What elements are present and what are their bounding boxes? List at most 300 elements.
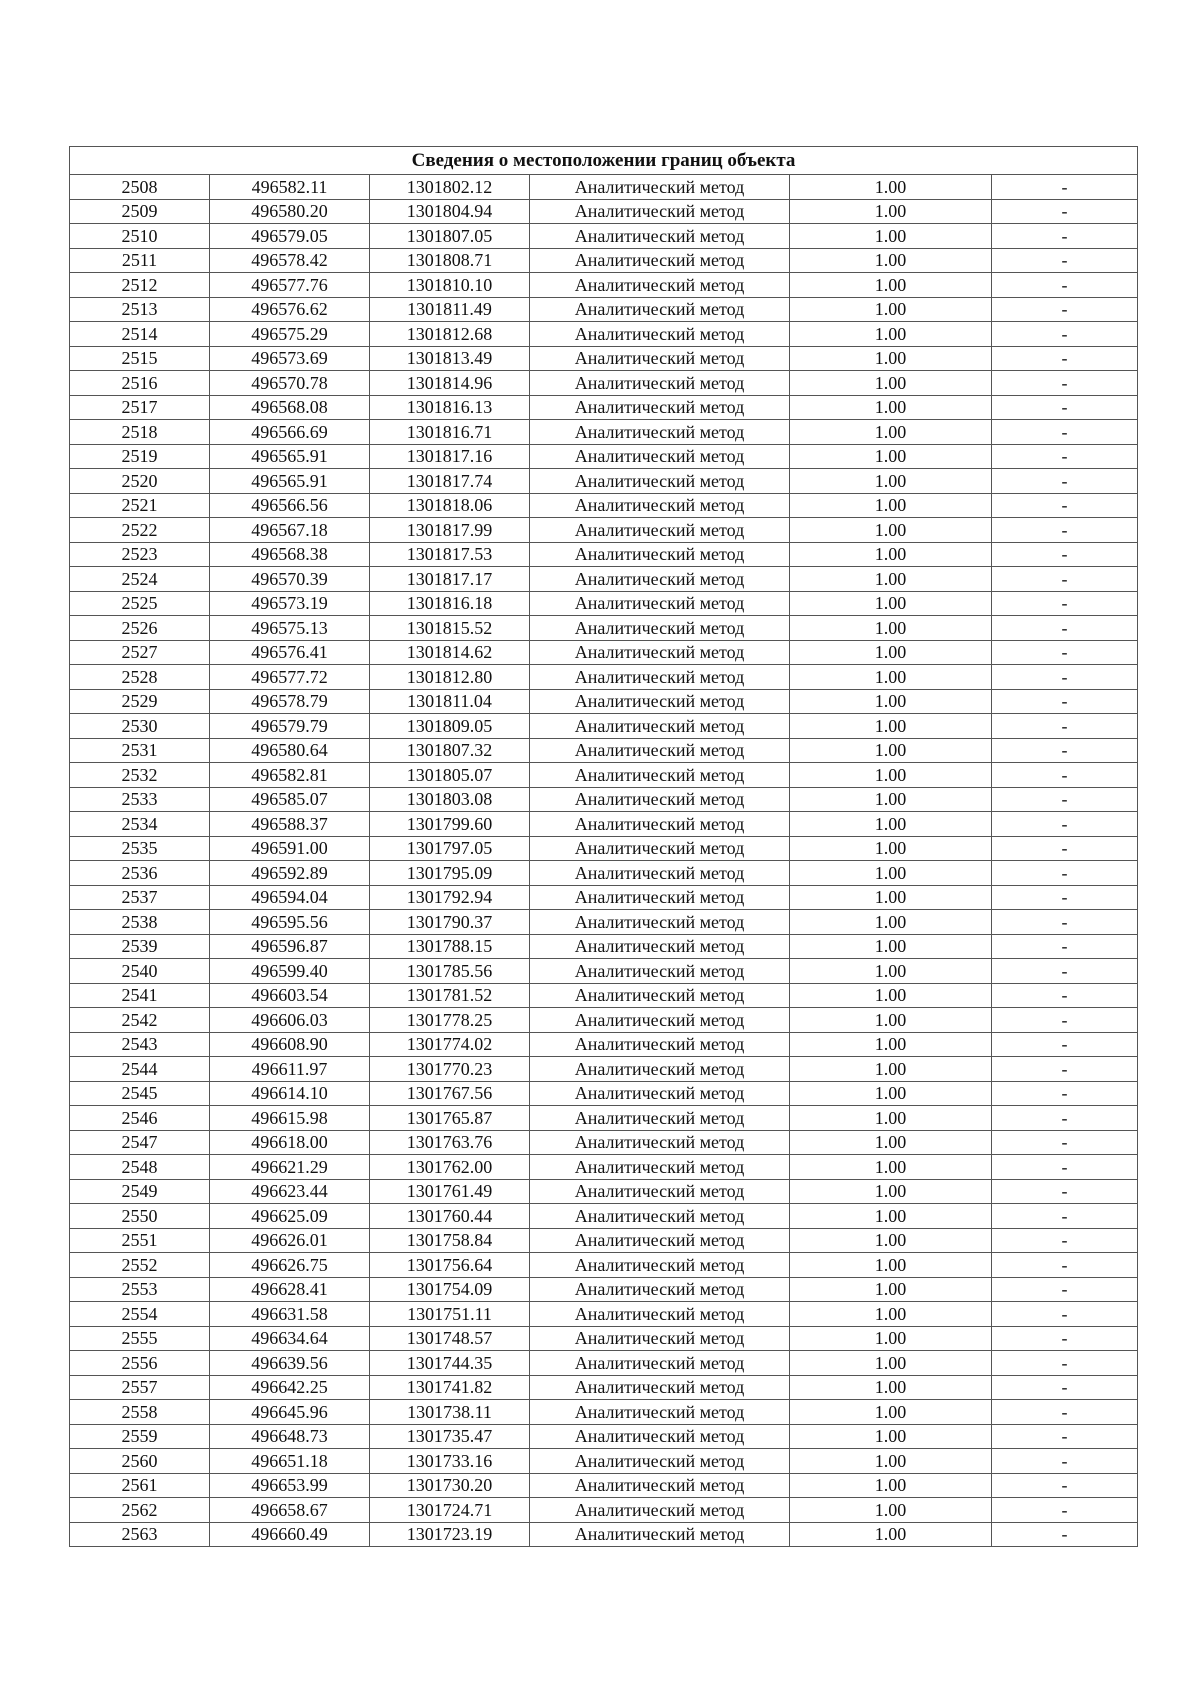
- description-cell: -: [992, 1032, 1138, 1057]
- table-row: [70, 665, 1138, 690]
- description-cell: -: [992, 1253, 1138, 1278]
- point-number-cell: 2563: [70, 1522, 210, 1547]
- description-cell: -: [992, 1302, 1138, 1327]
- table-row: [70, 763, 1138, 788]
- coordinate-y-cell: 1301816.18: [370, 591, 530, 616]
- table-row: [70, 787, 1138, 812]
- accuracy-cell: 1.00: [790, 567, 992, 592]
- method-cell: Аналитический метод: [530, 199, 790, 224]
- accuracy-cell: 1.00: [790, 493, 992, 518]
- accuracy-cell: 1.00: [790, 469, 992, 494]
- point-number-cell: 2543: [70, 1032, 210, 1057]
- coordinate-x-cell: 496645.96: [210, 1400, 370, 1425]
- coordinate-x-cell: 496651.18: [210, 1449, 370, 1474]
- accuracy-cell: 1.00: [790, 836, 992, 861]
- method-cell: Аналитический метод: [530, 1498, 790, 1523]
- accuracy-cell: 1.00: [790, 1522, 992, 1547]
- accuracy-cell: 1.00: [790, 640, 992, 665]
- coordinate-x-cell: 496568.38: [210, 542, 370, 567]
- accuracy-cell: 1.00: [790, 1057, 992, 1082]
- coordinate-y-cell: 1301817.16: [370, 444, 530, 469]
- description-cell: -: [992, 1498, 1138, 1523]
- coordinate-y-cell: 1301804.94: [370, 199, 530, 224]
- description-cell: -: [992, 248, 1138, 273]
- coordinate-x-cell: 496591.00: [210, 836, 370, 861]
- point-number-cell: 2533: [70, 787, 210, 812]
- table-row: [70, 1032, 1138, 1057]
- method-cell: Аналитический метод: [530, 934, 790, 959]
- method-cell: Аналитический метод: [530, 1106, 790, 1131]
- description-cell: -: [992, 542, 1138, 567]
- table-row: [70, 1424, 1138, 1449]
- point-number-cell: 2562: [70, 1498, 210, 1523]
- method-cell: Аналитический метод: [530, 175, 790, 200]
- method-cell: Аналитический метод: [530, 1375, 790, 1400]
- method-cell: Аналитический метод: [530, 910, 790, 935]
- coordinate-y-cell: 1301812.80: [370, 665, 530, 690]
- accuracy-cell: 1.00: [790, 371, 992, 396]
- point-number-cell: 2548: [70, 1155, 210, 1180]
- accuracy-cell: 1.00: [790, 1204, 992, 1229]
- method-cell: Аналитический метод: [530, 836, 790, 861]
- coordinate-x-cell: 496566.69: [210, 420, 370, 445]
- table-body: [70, 175, 1138, 1547]
- description-cell: -: [992, 469, 1138, 494]
- point-number-cell: 2529: [70, 689, 210, 714]
- table-row: [70, 1375, 1138, 1400]
- method-cell: Аналитический метод: [530, 714, 790, 739]
- point-number-cell: 2559: [70, 1424, 210, 1449]
- method-cell: Аналитический метод: [530, 616, 790, 641]
- coordinate-y-cell: 1301756.64: [370, 1253, 530, 1278]
- description-cell: -: [992, 1351, 1138, 1376]
- coordinate-x-cell: 496566.56: [210, 493, 370, 518]
- coordinate-y-cell: 1301818.06: [370, 493, 530, 518]
- coordinate-y-cell: 1301802.12: [370, 175, 530, 200]
- coordinate-x-cell: 496660.49: [210, 1522, 370, 1547]
- table-title: Сведения о местоположении границ объекта: [70, 147, 1138, 175]
- point-number-cell: 2523: [70, 542, 210, 567]
- table-row: [70, 444, 1138, 469]
- table-row: [70, 469, 1138, 494]
- table-row: [70, 175, 1138, 200]
- table-row: [70, 1400, 1138, 1425]
- coordinate-y-cell: 1301765.87: [370, 1106, 530, 1131]
- method-cell: Аналитический метод: [530, 812, 790, 837]
- description-cell: -: [992, 567, 1138, 592]
- coordinate-x-cell: 496623.44: [210, 1179, 370, 1204]
- description-cell: -: [992, 1155, 1138, 1180]
- point-number-cell: 2549: [70, 1179, 210, 1204]
- table-row: [70, 910, 1138, 935]
- coordinate-x-cell: 496575.29: [210, 322, 370, 347]
- description-cell: -: [992, 371, 1138, 396]
- description-cell: -: [992, 1204, 1138, 1229]
- accuracy-cell: 1.00: [790, 1375, 992, 1400]
- table-row: [70, 738, 1138, 763]
- coordinate-y-cell: 1301763.76: [370, 1130, 530, 1155]
- accuracy-cell: 1.00: [790, 542, 992, 567]
- table-row: [70, 297, 1138, 322]
- description-cell: -: [992, 224, 1138, 249]
- point-number-cell: 2550: [70, 1204, 210, 1229]
- accuracy-cell: 1.00: [790, 616, 992, 641]
- coordinate-y-cell: 1301730.20: [370, 1473, 530, 1498]
- accuracy-cell: 1.00: [790, 1449, 992, 1474]
- coordinate-y-cell: 1301770.23: [370, 1057, 530, 1082]
- table-row: [70, 689, 1138, 714]
- description-cell: -: [992, 1130, 1138, 1155]
- coordinate-x-cell: 496634.64: [210, 1326, 370, 1351]
- method-cell: Аналитический метод: [530, 1424, 790, 1449]
- point-number-cell: 2547: [70, 1130, 210, 1155]
- coordinate-x-cell: 496582.11: [210, 175, 370, 200]
- coordinate-y-cell: 1301751.11: [370, 1302, 530, 1327]
- coordinate-x-cell: 496577.72: [210, 665, 370, 690]
- point-number-cell: 2526: [70, 616, 210, 641]
- coordinate-x-cell: 496573.69: [210, 346, 370, 371]
- table-row: [70, 1106, 1138, 1131]
- method-cell: Аналитический метод: [530, 1253, 790, 1278]
- method-cell: Аналитический метод: [530, 444, 790, 469]
- point-number-cell: 2540: [70, 959, 210, 984]
- accuracy-cell: 1.00: [790, 861, 992, 886]
- table-row: [70, 1277, 1138, 1302]
- point-number-cell: 2521: [70, 493, 210, 518]
- coordinate-x-cell: 496595.56: [210, 910, 370, 935]
- coordinate-x-cell: 496575.13: [210, 616, 370, 641]
- table-row: [70, 224, 1138, 249]
- accuracy-cell: 1.00: [790, 1498, 992, 1523]
- point-number-cell: 2511: [70, 248, 210, 273]
- coordinate-x-cell: 496579.79: [210, 714, 370, 739]
- coordinate-y-cell: 1301817.99: [370, 518, 530, 543]
- method-cell: Аналитический метод: [530, 420, 790, 445]
- accuracy-cell: 1.00: [790, 665, 992, 690]
- coordinate-x-cell: 496585.07: [210, 787, 370, 812]
- description-cell: -: [992, 1375, 1138, 1400]
- coordinate-y-cell: 1301811.04: [370, 689, 530, 714]
- table-row: [70, 542, 1138, 567]
- table-row: [70, 934, 1138, 959]
- coordinate-x-cell: 496570.39: [210, 567, 370, 592]
- coordinate-x-cell: 496588.37: [210, 812, 370, 837]
- method-cell: Аналитический метод: [530, 1179, 790, 1204]
- coordinate-x-cell: 496565.91: [210, 469, 370, 494]
- coordinate-x-cell: 496579.05: [210, 224, 370, 249]
- coordinate-x-cell: 496573.19: [210, 591, 370, 616]
- table-row: [70, 322, 1138, 347]
- table-row: [70, 640, 1138, 665]
- coordinate-x-cell: 496578.42: [210, 248, 370, 273]
- accuracy-cell: 1.00: [790, 224, 992, 249]
- coordinate-x-cell: 496577.76: [210, 273, 370, 298]
- coordinate-y-cell: 1301733.16: [370, 1449, 530, 1474]
- description-cell: -: [992, 346, 1138, 371]
- description-cell: -: [992, 1008, 1138, 1033]
- point-number-cell: 2534: [70, 812, 210, 837]
- point-number-cell: 2542: [70, 1008, 210, 1033]
- description-cell: -: [992, 444, 1138, 469]
- table-row: [70, 616, 1138, 641]
- coordinate-x-cell: 496611.97: [210, 1057, 370, 1082]
- description-cell: -: [992, 175, 1138, 200]
- table-row: [70, 714, 1138, 739]
- table-title-row: [70, 147, 1138, 175]
- table-row: [70, 248, 1138, 273]
- coordinate-y-cell: 1301807.32: [370, 738, 530, 763]
- accuracy-cell: 1.00: [790, 1179, 992, 1204]
- coordinate-x-cell: 496653.99: [210, 1473, 370, 1498]
- description-cell: -: [992, 1473, 1138, 1498]
- coordinate-x-cell: 496580.20: [210, 199, 370, 224]
- point-number-cell: 2537: [70, 885, 210, 910]
- description-cell: -: [992, 983, 1138, 1008]
- point-number-cell: 2545: [70, 1081, 210, 1106]
- point-number-cell: 2539: [70, 934, 210, 959]
- point-number-cell: 2522: [70, 518, 210, 543]
- table-row: [70, 885, 1138, 910]
- method-cell: Аналитический метод: [530, 297, 790, 322]
- point-number-cell: 2557: [70, 1375, 210, 1400]
- point-number-cell: 2508: [70, 175, 210, 200]
- coordinate-x-cell: 496576.41: [210, 640, 370, 665]
- coordinate-x-cell: 496606.03: [210, 1008, 370, 1033]
- description-cell: -: [992, 1326, 1138, 1351]
- coordinate-x-cell: 496608.90: [210, 1032, 370, 1057]
- description-cell: -: [992, 297, 1138, 322]
- coordinate-x-cell: 496621.29: [210, 1155, 370, 1180]
- description-cell: -: [992, 1228, 1138, 1253]
- point-number-cell: 2514: [70, 322, 210, 347]
- accuracy-cell: 1.00: [790, 1302, 992, 1327]
- point-number-cell: 2515: [70, 346, 210, 371]
- point-number-cell: 2554: [70, 1302, 210, 1327]
- table-row: [70, 567, 1138, 592]
- coordinate-x-cell: 496618.00: [210, 1130, 370, 1155]
- table-row: [70, 1253, 1138, 1278]
- description-cell: -: [992, 787, 1138, 812]
- table-row: [70, 1498, 1138, 1523]
- coordinate-y-cell: 1301738.11: [370, 1400, 530, 1425]
- coordinate-x-cell: 496648.73: [210, 1424, 370, 1449]
- description-cell: -: [992, 420, 1138, 445]
- accuracy-cell: 1.00: [790, 959, 992, 984]
- coordinate-y-cell: 1301790.37: [370, 910, 530, 935]
- coordinate-x-cell: 496614.10: [210, 1081, 370, 1106]
- table-row: [70, 1204, 1138, 1229]
- accuracy-cell: 1.00: [790, 1351, 992, 1376]
- coordinate-x-cell: 496582.81: [210, 763, 370, 788]
- table-row: [70, 199, 1138, 224]
- coordinate-x-cell: 496570.78: [210, 371, 370, 396]
- table-row: [70, 1351, 1138, 1376]
- accuracy-cell: 1.00: [790, 910, 992, 935]
- coordinate-y-cell: 1301813.49: [370, 346, 530, 371]
- coordinate-x-cell: 496615.98: [210, 1106, 370, 1131]
- accuracy-cell: 1.00: [790, 1228, 992, 1253]
- method-cell: Аналитический метод: [530, 640, 790, 665]
- accuracy-cell: 1.00: [790, 273, 992, 298]
- coordinate-y-cell: 1301741.82: [370, 1375, 530, 1400]
- accuracy-cell: 1.00: [790, 444, 992, 469]
- accuracy-cell: 1.00: [790, 297, 992, 322]
- table-row: [70, 273, 1138, 298]
- accuracy-cell: 1.00: [790, 934, 992, 959]
- table-row: [70, 1302, 1138, 1327]
- coordinate-x-cell: 496568.08: [210, 395, 370, 420]
- coordinate-y-cell: 1301815.52: [370, 616, 530, 641]
- accuracy-cell: 1.00: [790, 763, 992, 788]
- table-row: [70, 518, 1138, 543]
- point-number-cell: 2516: [70, 371, 210, 396]
- table-row: [70, 346, 1138, 371]
- coordinate-x-cell: 496596.87: [210, 934, 370, 959]
- accuracy-cell: 1.00: [790, 1130, 992, 1155]
- point-number-cell: 2552: [70, 1253, 210, 1278]
- accuracy-cell: 1.00: [790, 1032, 992, 1057]
- description-cell: -: [992, 1424, 1138, 1449]
- method-cell: Аналитический метод: [530, 567, 790, 592]
- point-number-cell: 2525: [70, 591, 210, 616]
- coordinate-y-cell: 1301814.96: [370, 371, 530, 396]
- accuracy-cell: 1.00: [790, 1277, 992, 1302]
- accuracy-cell: 1.00: [790, 1081, 992, 1106]
- point-number-cell: 2561: [70, 1473, 210, 1498]
- point-number-cell: 2541: [70, 983, 210, 1008]
- accuracy-cell: 1.00: [790, 714, 992, 739]
- method-cell: Аналитический метод: [530, 469, 790, 494]
- coordinate-x-cell: 496626.75: [210, 1253, 370, 1278]
- method-cell: Аналитический метод: [530, 1351, 790, 1376]
- table-row: [70, 1228, 1138, 1253]
- description-cell: -: [992, 1057, 1138, 1082]
- coordinate-y-cell: 1301781.52: [370, 983, 530, 1008]
- method-cell: Аналитический метод: [530, 1032, 790, 1057]
- table-row: [70, 1008, 1138, 1033]
- point-number-cell: 2536: [70, 861, 210, 886]
- description-cell: -: [992, 591, 1138, 616]
- coordinate-y-cell: 1301817.17: [370, 567, 530, 592]
- point-number-cell: 2538: [70, 910, 210, 935]
- method-cell: Аналитический метод: [530, 959, 790, 984]
- coordinate-x-cell: 496603.54: [210, 983, 370, 1008]
- method-cell: Аналитический метод: [530, 518, 790, 543]
- point-number-cell: 2513: [70, 297, 210, 322]
- accuracy-cell: 1.00: [790, 738, 992, 763]
- coordinate-x-cell: 496565.91: [210, 444, 370, 469]
- coordinate-y-cell: 1301774.02: [370, 1032, 530, 1057]
- coordinate-y-cell: 1301761.49: [370, 1179, 530, 1204]
- coordinate-y-cell: 1301816.71: [370, 420, 530, 445]
- method-cell: Аналитический метод: [530, 1473, 790, 1498]
- coordinate-y-cell: 1301817.74: [370, 469, 530, 494]
- coordinate-y-cell: 1301797.05: [370, 836, 530, 861]
- table-row: [70, 493, 1138, 518]
- point-number-cell: 2527: [70, 640, 210, 665]
- table-row: [70, 959, 1138, 984]
- description-cell: -: [992, 689, 1138, 714]
- coordinate-x-cell: 496658.67: [210, 1498, 370, 1523]
- method-cell: Аналитический метод: [530, 861, 790, 886]
- coordinate-x-cell: 496599.40: [210, 959, 370, 984]
- accuracy-cell: 1.00: [790, 1008, 992, 1033]
- coordinate-y-cell: 1301810.10: [370, 273, 530, 298]
- accuracy-cell: 1.00: [790, 1155, 992, 1180]
- coordinate-y-cell: 1301723.19: [370, 1522, 530, 1547]
- table-row: [70, 1473, 1138, 1498]
- description-cell: -: [992, 1277, 1138, 1302]
- method-cell: Аналитический метод: [530, 542, 790, 567]
- coordinate-x-cell: 496567.18: [210, 518, 370, 543]
- description-cell: -: [992, 1081, 1138, 1106]
- coordinate-x-cell: 496580.64: [210, 738, 370, 763]
- description-cell: -: [992, 714, 1138, 739]
- method-cell: Аналитический метод: [530, 1449, 790, 1474]
- table-row: [70, 591, 1138, 616]
- description-cell: -: [992, 616, 1138, 641]
- method-cell: Аналитический метод: [530, 224, 790, 249]
- method-cell: Аналитический метод: [530, 273, 790, 298]
- description-cell: -: [992, 738, 1138, 763]
- accuracy-cell: 1.00: [790, 395, 992, 420]
- description-cell: -: [992, 1179, 1138, 1204]
- coordinate-y-cell: 1301748.57: [370, 1326, 530, 1351]
- coordinate-x-cell: 496592.89: [210, 861, 370, 886]
- description-cell: -: [992, 934, 1138, 959]
- table-row: [70, 861, 1138, 886]
- accuracy-cell: 1.00: [790, 175, 992, 200]
- table-row: [70, 371, 1138, 396]
- coordinate-y-cell: 1301778.25: [370, 1008, 530, 1033]
- description-cell: -: [992, 812, 1138, 837]
- coordinate-y-cell: 1301811.49: [370, 297, 530, 322]
- table-row: [70, 1522, 1138, 1547]
- document-page: [69, 146, 1137, 1547]
- method-cell: Аналитический метод: [530, 665, 790, 690]
- coordinate-x-cell: 496642.25: [210, 1375, 370, 1400]
- coordinate-y-cell: 1301807.05: [370, 224, 530, 249]
- coordinate-y-cell: 1301808.71: [370, 248, 530, 273]
- accuracy-cell: 1.00: [790, 1106, 992, 1131]
- method-cell: Аналитический метод: [530, 1155, 790, 1180]
- accuracy-cell: 1.00: [790, 322, 992, 347]
- table-row: [70, 1326, 1138, 1351]
- method-cell: Аналитический метод: [530, 322, 790, 347]
- coordinate-x-cell: 496639.56: [210, 1351, 370, 1376]
- accuracy-cell: 1.00: [790, 1400, 992, 1425]
- coordinate-y-cell: 1301754.09: [370, 1277, 530, 1302]
- table-row: [70, 1449, 1138, 1474]
- description-cell: -: [992, 861, 1138, 886]
- coordinate-x-cell: 496628.41: [210, 1277, 370, 1302]
- accuracy-cell: 1.00: [790, 689, 992, 714]
- accuracy-cell: 1.00: [790, 420, 992, 445]
- description-cell: -: [992, 1522, 1138, 1547]
- description-cell: -: [992, 493, 1138, 518]
- point-number-cell: 2520: [70, 469, 210, 494]
- description-cell: -: [992, 885, 1138, 910]
- accuracy-cell: 1.00: [790, 787, 992, 812]
- coordinate-y-cell: 1301809.05: [370, 714, 530, 739]
- point-number-cell: 2509: [70, 199, 210, 224]
- description-cell: -: [992, 836, 1138, 861]
- point-number-cell: 2532: [70, 763, 210, 788]
- method-cell: Аналитический метод: [530, 689, 790, 714]
- coordinate-y-cell: 1301760.44: [370, 1204, 530, 1229]
- point-number-cell: 2517: [70, 395, 210, 420]
- table-row: [70, 1057, 1138, 1082]
